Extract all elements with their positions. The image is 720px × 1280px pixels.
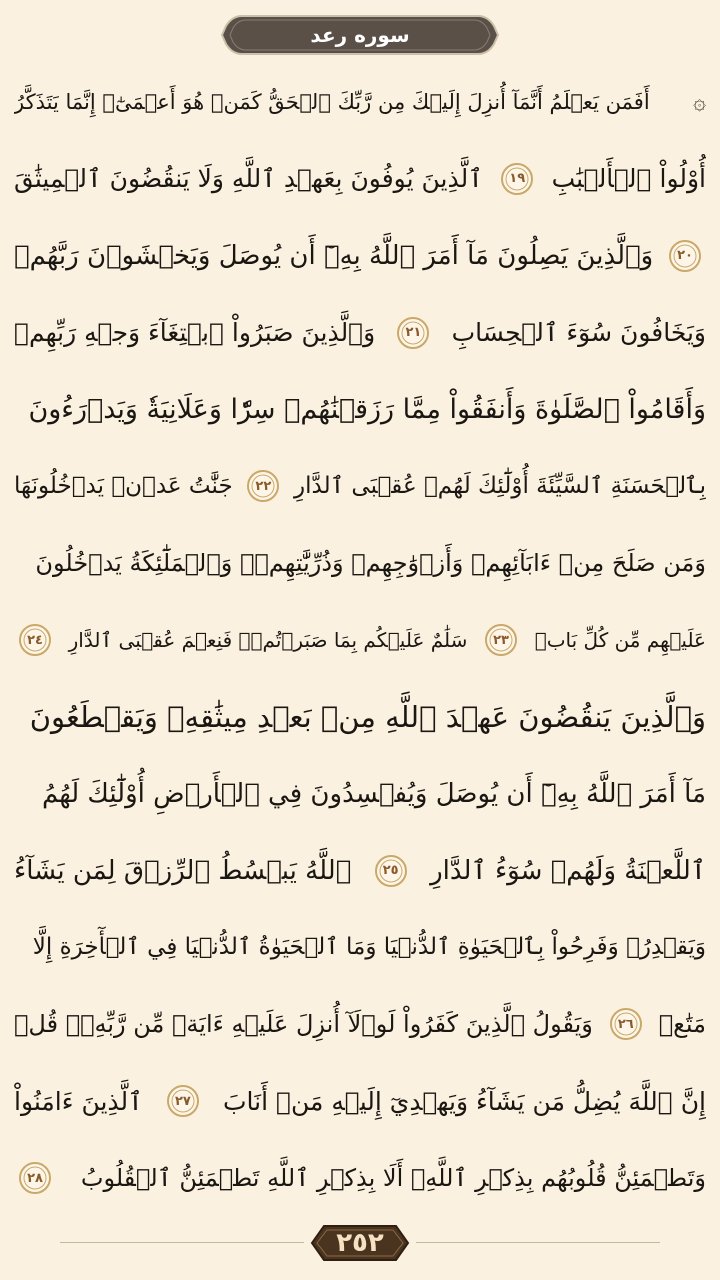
ayah-end-marker	[396, 316, 430, 350]
verse-text: عَلَيۡهِم مِّن كُلِّ بَابٖ	[534, 628, 706, 652]
text-line	[14, 1065, 706, 1137]
verse-text: جَنَّٰتُ عَدۡنٖ يَدۡخُلُونَهَا	[14, 473, 233, 500]
ayah-end-marker	[18, 1161, 52, 1195]
verse-text: بِٱلۡحَسَنَةِ ٱلسَّيِّئَةَ أُوْلَٰٓئِكَ لَهُمۡ عُقۡبَى ٱلدَّارِ	[294, 473, 706, 500]
text-line	[14, 988, 706, 1060]
text-line	[14, 1142, 706, 1214]
text-line	[14, 681, 706, 753]
verse-text: وَٱلَّذِينَ صَبَرُواْ ٱبۡتِغَآءَ وَجۡهِ رَبِّهِمۡ	[14, 318, 376, 348]
footer-divider-left	[60, 1242, 304, 1243]
text-line	[14, 911, 706, 983]
ayah-end-marker	[484, 623, 518, 657]
ayah-end-marker	[374, 854, 408, 888]
text-line	[14, 297, 706, 369]
text-line	[14, 66, 706, 138]
ayah-number: ٢٣	[493, 632, 509, 648]
text-line	[14, 604, 706, 676]
page-number-badge	[310, 1222, 410, 1264]
ayah-end-marker	[668, 239, 702, 273]
ayah-number: ٢١	[405, 325, 422, 341]
verse-text: وَأَقَامُواْ ٱلصَّلَوٰةَ وَأَنفَقُواْ مِمَّا رَزَقۡنَٰهُمۡ سِرّٗا وَعَلَانِيَةٗ وَيَدۡرَءُونَ	[28, 393, 706, 425]
ayah-end-marker	[609, 1007, 643, 1041]
verse-text: إِنَّ ٱللَّهَ يُضِلُّ مَن يَشَآءُ وَيَهۡدِيٓ إِلَيۡهِ مَنۡ أَنَابَ	[222, 1086, 706, 1116]
verse-text: وَمَن صَلَحَ مِنۡ ءَابَآئِهِمۡ وَأَزۡوَٰجِهِمۡ وَذُرِّيَّٰتِهِمۡۖ وَٱلۡمَلَٰٓئِكَةُ يَدۡخُلُونَ	[35, 549, 706, 578]
surah-title: سوره رعد	[310, 23, 410, 47]
ayah-end-marker	[166, 1084, 200, 1118]
ayah-number: ٢٠	[677, 248, 693, 264]
text-line	[14, 220, 706, 292]
verse-text: مَآ أَمَرَ ٱللَّهُ بِهِۦٓ أَن يُوصَلَ وَيُفۡسِدُونَ فِي ٱلۡأَرۡضِ أُوْلَٰٓئِكَ لَهُمُ	[41, 778, 706, 809]
verse-text: وَيَقۡدِرُۚ وَفَرِحُواْ بِٱلۡحَيَوٰةِ ٱلدُّنۡيَا وَمَا ٱلۡحَيَوٰةُ ٱلدُّنۡيَا فِي ٱلۡأٓخِرَةِ إِلَّا	[32, 934, 706, 961]
text-line	[14, 450, 706, 522]
verse-text: ٱلَّذِينَ يُوفُونَ بِعَهۡدِ ٱللَّهِ وَلَا يَنقُضُونَ ٱلۡمِيثَٰقَ	[14, 164, 483, 194]
text-line	[14, 835, 706, 907]
ayah-number: ٢٧	[174, 1093, 191, 1109]
page-number: ٢٥٢	[336, 1228, 384, 1258]
verse-text: وَيَخَافُونَ سُوٓءَ ٱلۡحِسَابِ	[451, 318, 706, 348]
verse-text: سَلَٰمٌ عَلَيۡكُم بِمَا صَبَرۡتُمۡۚ فَنِعۡمَ عُقۡبَى ٱلدَّارِ	[68, 628, 468, 652]
verse-text: وَٱلَّذِينَ يَنقُضُونَ عَهۡدَ ٱللَّهِ مِنۢ بَعۡدِ مِيثَٰقِهِۦ وَيَقۡطَعُونَ	[29, 699, 706, 734]
ayah-number: ٢٤	[27, 632, 43, 648]
text-line	[14, 758, 706, 830]
ayah-end-marker	[246, 469, 280, 503]
verse-text: مَتَٰعٞ	[658, 1010, 706, 1039]
verse-text: وَتَطۡمَئِنُّ قُلُوبُهُم بِذِكۡرِ ٱللَّهِۗ أَلَا بِذِكۡرِ ٱللَّهِ تَطۡمَئِنُّ ٱلۡقُلُوبُ	[80, 1164, 706, 1192]
rub-el-hizb-icon: ۞	[693, 89, 706, 115]
verse-text: أَفَمَن يَعۡلَمُ أَنَّمَآ أُنزِلَ إِلَيۡكَ مِن رَّبِّكَ ٱلۡحَقُّ كَمَنۡ هُوَ أَعۡمَىٰٓۚ إِنَّمَا يَتَذَكَّرُ	[14, 90, 650, 114]
verse-text: وَٱلَّذِينَ يَصِلُونَ مَآ أَمَرَ ٱللَّهُ بِهِۦٓ أَن يُوصَلَ وَيَخۡشَوۡنَ رَبَّهُمۡ	[14, 240, 654, 271]
verse-text: ٱللَّهُ يَبۡسُطُ ٱلرِّزۡقَ لِمَن يَشَآءُ	[14, 855, 352, 886]
text-line	[14, 527, 706, 599]
verse-text: ٱلَّذِينَ ءَامَنُواْ	[14, 1086, 143, 1116]
ayah-number: ٢٢	[255, 478, 272, 494]
verse-text: ٱللَّعۡنَةُ وَلَهُمۡ سُوٓءُ ٱلدَّارِ	[430, 855, 706, 886]
ayah-number: ٢٥	[382, 863, 399, 879]
verse-text: وَيَقُولُ ٱلَّذِينَ كَفَرُواْ لَوۡلَآ أُنزِلَ عَلَيۡهِ ءَايَةٞ مِّن رَّبِّهِۦۚ قُلۡ	[14, 1010, 593, 1039]
text-line	[14, 143, 706, 215]
footer-divider-right	[416, 1242, 660, 1243]
surah-header-banner	[220, 14, 500, 56]
ayah-text-block	[14, 66, 706, 1214]
ayah-number: ٢٦	[617, 1016, 634, 1032]
ayah-end-marker	[18, 623, 52, 657]
verse-text: أُوْلُواْ ٱلۡأَلۡبَٰبِ	[551, 164, 706, 194]
ayah-number: ١٩	[509, 171, 526, 187]
ayah-number: ٢٨	[27, 1170, 43, 1186]
text-line	[14, 373, 706, 445]
ayah-end-marker	[500, 162, 534, 196]
